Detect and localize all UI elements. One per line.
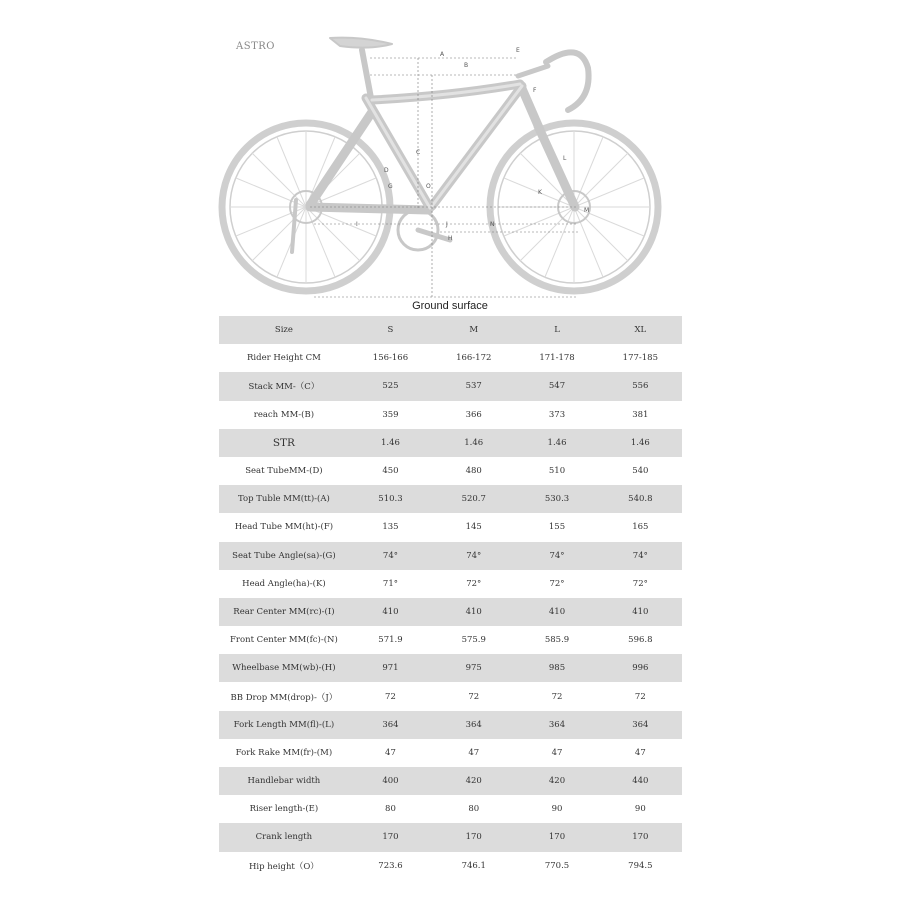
table-cell: 74° <box>466 550 482 561</box>
table-cell: 440 <box>632 776 649 787</box>
table-cell: 971 <box>382 663 399 674</box>
row-label: Front Center MM(fc)-(N) <box>230 635 338 646</box>
table-cell: 540.8 <box>628 494 653 505</box>
diagram-label-k: K <box>538 189 542 196</box>
table-cell: 400 <box>382 776 399 787</box>
table-cell: 364 <box>548 719 566 730</box>
row-label: BB Drop MM(drop)-（J） <box>230 692 338 703</box>
table-cell: 381 <box>632 409 649 420</box>
table-cell: 80 <box>468 804 480 815</box>
geometry-table <box>219 316 682 880</box>
table-cell: 145 <box>465 522 482 533</box>
row-label: Rider Height CM <box>247 353 321 364</box>
derailleur <box>292 200 296 252</box>
row-label: Fork Rake MM(fr)-(M) <box>235 747 333 758</box>
diagram-label-g: G <box>388 183 393 190</box>
row-label: reach MM-(B) <box>253 409 315 420</box>
table-cell: 530.3 <box>544 494 570 505</box>
table-cell: 794.5 <box>628 860 653 871</box>
table-cell: 72 <box>551 691 563 702</box>
table-cell: 80 <box>385 804 396 815</box>
table-row <box>219 682 682 710</box>
table-cell: 746.1 <box>461 860 486 871</box>
table-cell: 90 <box>634 804 646 815</box>
row-label: Seat Tube Angle(sa)-(G) <box>232 550 336 561</box>
bike-illustration <box>0 0 900 318</box>
table-row <box>219 598 682 626</box>
diagram-label-n: N <box>490 221 495 228</box>
row-label: Crank length <box>255 832 313 843</box>
table-cell: 585.9 <box>544 635 570 646</box>
table-cell: 364 <box>382 719 399 730</box>
table-cell: 71° <box>382 578 398 589</box>
table-cell: 72 <box>634 691 646 702</box>
saddle <box>330 38 392 48</box>
table-cell: 72 <box>385 691 396 702</box>
table-cell: 47 <box>385 747 396 758</box>
header-m: M <box>469 325 479 336</box>
table-cell: 975 <box>465 663 482 674</box>
table-cell: 540 <box>632 466 649 477</box>
table-cell: 537 <box>465 381 482 392</box>
table-cell: 47 <box>551 747 563 758</box>
diagram-label-a: A <box>440 51 445 58</box>
table-header-row <box>219 316 682 344</box>
table-cell: 373 <box>548 409 566 420</box>
table-cell: 410 <box>382 606 399 617</box>
table-row <box>219 542 682 570</box>
table-row <box>219 823 682 851</box>
row-label: Head Tube MM(ht)-(F) <box>234 522 334 533</box>
table-cell: 1.46 <box>547 437 567 448</box>
table-row <box>219 401 682 429</box>
table-cell: 166-172 <box>456 353 492 364</box>
table-cell: 170 <box>632 832 649 843</box>
diagram-label-l: L <box>563 155 567 162</box>
table-row <box>219 485 682 513</box>
table-cell: 480 <box>465 466 482 477</box>
row-label: Hip height（O） <box>249 861 319 872</box>
table-cell: 177-185 <box>622 353 658 364</box>
table-cell: 723.6 <box>378 860 403 871</box>
table-cell: 171-178 <box>539 353 575 364</box>
table-cell: 359 <box>382 409 399 420</box>
table-cell: 364 <box>465 719 482 730</box>
table-row <box>219 429 682 457</box>
row-label: Fork Length MM(fl)-(L) <box>233 719 335 730</box>
diagram-label-f: F <box>533 87 537 94</box>
table-cell: 410 <box>632 606 649 617</box>
diagram-label-d: D <box>384 167 389 174</box>
table-cell: 72° <box>632 578 648 589</box>
header-xl: XL <box>634 325 647 336</box>
table-row <box>219 344 682 372</box>
ground-surface-label: Ground surface <box>412 300 488 312</box>
bike-geometry-diagram <box>0 0 900 318</box>
table-cell: 47 <box>634 747 646 758</box>
table-cell: 72° <box>549 578 565 589</box>
row-label: Wheelbase MM(wb)-(H) <box>232 663 336 674</box>
table-row <box>219 626 682 654</box>
diagram-label-e: E <box>516 47 520 54</box>
table-cell: 420 <box>548 776 566 787</box>
table-cell: 410 <box>465 606 482 617</box>
table-cell: 364 <box>632 719 649 730</box>
table-cell: 547 <box>548 381 566 392</box>
table-cell: 525 <box>382 381 399 392</box>
table-cell: 72 <box>468 691 480 702</box>
table-cell: 170 <box>548 832 566 843</box>
table-cell: 170 <box>465 832 482 843</box>
handlebar <box>546 52 589 110</box>
row-label: STR <box>272 436 295 449</box>
table-cell: 72° <box>466 578 482 589</box>
table-row <box>219 739 682 767</box>
header-size: Size <box>274 325 293 336</box>
table-cell: 520.7 <box>461 494 486 505</box>
table-cell: 1.46 <box>630 437 650 448</box>
diagram-label-o: O <box>426 183 431 190</box>
diagram-label-b: B <box>464 62 469 69</box>
diagram-label-j: J <box>446 221 448 228</box>
table-cell: 450 <box>382 466 399 477</box>
row-label: Stack MM-（C） <box>248 382 320 393</box>
table-cell: 410 <box>548 606 566 617</box>
table-row <box>219 372 682 400</box>
table-row <box>219 457 682 485</box>
table-row <box>219 570 682 598</box>
stem <box>518 66 548 76</box>
table-cell: 155 <box>548 522 566 533</box>
table-row <box>219 795 682 823</box>
diagram-label-i: I <box>356 221 358 228</box>
table-cell: 156-166 <box>372 353 409 364</box>
table-cell: 770.5 <box>544 860 570 871</box>
table-cell: 366 <box>465 409 482 420</box>
table-cell: 74° <box>382 550 398 561</box>
chain-stay <box>310 207 428 210</box>
table-row <box>219 711 682 739</box>
table-cell: 556 <box>632 381 649 392</box>
table-cell: 135 <box>382 522 399 533</box>
row-label: Seat TubeMM-(D) <box>245 466 323 477</box>
table-cell: 74° <box>632 550 648 561</box>
table-cell: 596.8 <box>628 635 653 646</box>
row-label: Rear Center MM(rc)-(I) <box>233 606 335 617</box>
header-l: L <box>554 325 560 336</box>
table-cell: 1.46 <box>380 437 400 448</box>
table-cell: 90 <box>551 804 563 815</box>
table-cell: 170 <box>382 832 399 843</box>
brand-label: ASTRO <box>236 41 275 52</box>
diagram-label-c: C <box>416 149 421 156</box>
row-label: Riser length-(E) <box>249 804 319 815</box>
table-cell: 420 <box>465 776 482 787</box>
row-label: Handlebar width <box>247 776 321 787</box>
table-row <box>219 767 682 795</box>
table-cell: 165 <box>632 522 649 533</box>
row-label: Head Angle(ha)-(K) <box>242 578 326 589</box>
header-s: S <box>387 325 394 336</box>
table-cell: 575.9 <box>461 635 486 646</box>
table-row <box>219 513 682 541</box>
table-cell: 996 <box>632 663 649 674</box>
row-label: Top Tuble MM(tt)-(A) <box>237 494 330 505</box>
table-row <box>219 852 682 880</box>
table-cell: 47 <box>468 747 480 758</box>
table-cell: 74° <box>549 550 565 561</box>
table-cell: 571.9 <box>378 635 403 646</box>
table-cell: 510.3 <box>378 494 403 505</box>
diagram-label-h: H <box>448 235 453 242</box>
diagram-label-m: M <box>584 207 590 214</box>
table-row <box>219 654 682 682</box>
table-cell: 1.46 <box>464 437 484 448</box>
table-cell: 510 <box>548 466 566 477</box>
table-cell: 985 <box>548 663 566 674</box>
